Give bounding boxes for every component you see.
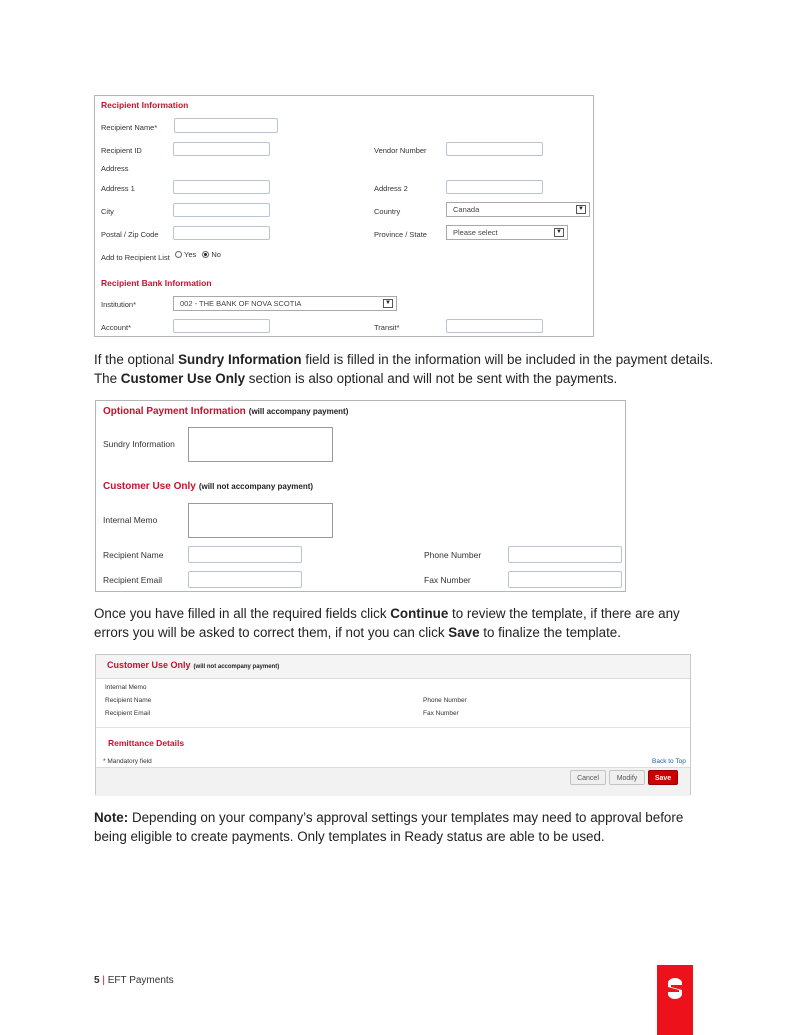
- modify-button[interactable]: Modify: [609, 770, 645, 785]
- note-text: Depending on your company’s approval settings your templates may need to approval before being eligible to create payments. Only templates in Ready status are able to be used.: [94, 810, 684, 844]
- continue-save-paragraph: [94, 604, 714, 642]
- recipient-id-input[interactable]: [173, 142, 270, 156]
- recipient-email-input[interactable]: [188, 571, 302, 588]
- address2-label: Address 2: [374, 184, 408, 193]
- province-label: Province / State: [374, 230, 427, 239]
- address2-input[interactable]: [446, 180, 543, 194]
- para2-text-2: to review the template, if there are any errors you will be asked to correct them, if not you can click: [94, 606, 680, 640]
- address1-label: Address 1: [101, 184, 135, 193]
- optional-payment-title-note: (will accompany payment): [248, 407, 349, 416]
- para2-bold-continue: Continue: [390, 606, 449, 621]
- para2-text-1: Once you have filled in all the required fields click: [94, 606, 391, 621]
- address1-input[interactable]: [173, 180, 270, 194]
- province-value: Please select: [453, 228, 498, 237]
- radio-yes[interactable]: [175, 251, 182, 258]
- chevron-down-icon: ▼: [554, 228, 564, 237]
- para1-text-1: If the optional: [94, 352, 179, 367]
- review-customer-use-title-note: (will not accompany payment): [193, 664, 280, 670]
- address-label: Address: [101, 164, 129, 173]
- approval-note-paragraph: [94, 808, 714, 846]
- recipient-name-label: Recipient Name*: [101, 123, 158, 132]
- page-footer: [94, 975, 174, 986]
- save-button[interactable]: Save: [648, 770, 678, 785]
- institution-label: Institution*: [101, 300, 137, 309]
- internal-memo-label: Internal Memo: [103, 515, 158, 525]
- mandatory-field-note: * Mandatory field: [103, 758, 152, 765]
- account-label: Account*: [101, 323, 132, 332]
- radio-no[interactable]: [202, 251, 209, 258]
- chevron-down-icon: ▼: [383, 299, 393, 308]
- remittance-details-title: Remittance Details: [108, 738, 185, 748]
- review-template-panel: [95, 654, 691, 795]
- country-value: Canada: [453, 205, 480, 214]
- recipient-name-input[interactable]: [188, 546, 302, 563]
- radio-yes-label: Yes: [184, 250, 197, 259]
- radio-no-label: No: [211, 250, 221, 259]
- note-label: Note:: [94, 810, 129, 825]
- para1-bold-customer-use: Customer Use Only: [120, 371, 246, 386]
- para1-bold-sundry: Sundry Information: [178, 352, 302, 367]
- para1-text-3: section is also optional and will not be sent with the payments.: [245, 371, 618, 386]
- optional-payment-information-panel: [95, 400, 626, 592]
- city-label: City: [101, 207, 114, 216]
- review-phone-number-label: Phone Number: [423, 697, 467, 704]
- sundry-information-textarea[interactable]: [188, 427, 333, 462]
- recipient-name-input[interactable]: [174, 118, 278, 133]
- transit-label: Transit*: [374, 323, 400, 332]
- para1-text-2: field is filled in the information will be included in the payment details. The: [94, 352, 714, 386]
- page-number: 5: [94, 975, 100, 986]
- recipient-id-label: Recipient ID: [101, 146, 142, 155]
- chevron-down-icon: ▼: [576, 205, 586, 214]
- recipient-information-panel: [94, 95, 594, 337]
- scotiabank-logo: [657, 965, 693, 1035]
- para2-bold-save: Save: [448, 625, 480, 640]
- footer-doc-title: EFT Payments: [107, 975, 174, 986]
- phone-number-input[interactable]: [508, 546, 622, 563]
- fax-number-input[interactable]: [508, 571, 622, 588]
- review-customer-use-title-text: Customer Use Only: [107, 660, 191, 670]
- vendor-number-input[interactable]: [446, 142, 543, 156]
- add-to-recipient-list-label: Add to Recipient List: [101, 253, 170, 262]
- phone-number-label: Phone Number: [424, 550, 482, 560]
- customer-use-only-title-note: (will not accompany payment): [198, 482, 314, 491]
- para2-text-3: to finalize the template.: [479, 625, 621, 640]
- footer-separator: |: [99, 975, 108, 986]
- recipient-information-title: Recipient Information: [101, 100, 189, 110]
- review-divider: [96, 727, 690, 728]
- transit-input[interactable]: [446, 319, 543, 333]
- review-customer-use-title: [107, 660, 279, 670]
- vendor-number-label: Vendor Number: [374, 146, 427, 155]
- add-to-list-radio-group: [175, 250, 221, 259]
- scotiabank-s-icon: [657, 971, 693, 1007]
- postal-code-label: Postal / Zip Code: [101, 230, 159, 239]
- review-internal-memo-label: Internal Memo: [105, 684, 147, 691]
- customer-use-only-title-text: Customer Use Only: [103, 481, 196, 492]
- cancel-button[interactable]: Cancel: [570, 770, 606, 785]
- internal-memo-textarea[interactable]: [188, 503, 333, 538]
- fax-number-label: Fax Number: [424, 575, 471, 585]
- recipient-name-label: Recipient Name: [103, 550, 164, 560]
- institution-value: 002 - THE BANK OF NOVA SCOTIA: [180, 299, 302, 308]
- postal-code-input[interactable]: [173, 226, 270, 240]
- account-input[interactable]: [173, 319, 270, 333]
- review-fax-number-label: Fax Number: [423, 710, 459, 717]
- province-select[interactable]: [446, 225, 568, 240]
- recipient-email-label: Recipient Email: [103, 575, 163, 585]
- sundry-information-label: Sundry Information: [103, 439, 175, 449]
- back-to-top-link[interactable]: Back to Top: [652, 758, 686, 765]
- customer-use-only-title: [103, 481, 313, 492]
- optional-payment-title: [103, 406, 348, 417]
- city-input[interactable]: [173, 203, 270, 217]
- institution-select[interactable]: [173, 296, 397, 311]
- review-recipient-email-label: Recipient Email: [105, 710, 151, 717]
- recipient-bank-information-title: Recipient Bank Information: [101, 278, 212, 288]
- country-label: Country: [374, 207, 401, 216]
- country-select[interactable]: [446, 202, 590, 217]
- sundry-info-paragraph: [94, 350, 714, 388]
- optional-payment-title-text: Optional Payment Information: [103, 406, 246, 417]
- review-recipient-name-label: Recipient Name: [105, 697, 152, 704]
